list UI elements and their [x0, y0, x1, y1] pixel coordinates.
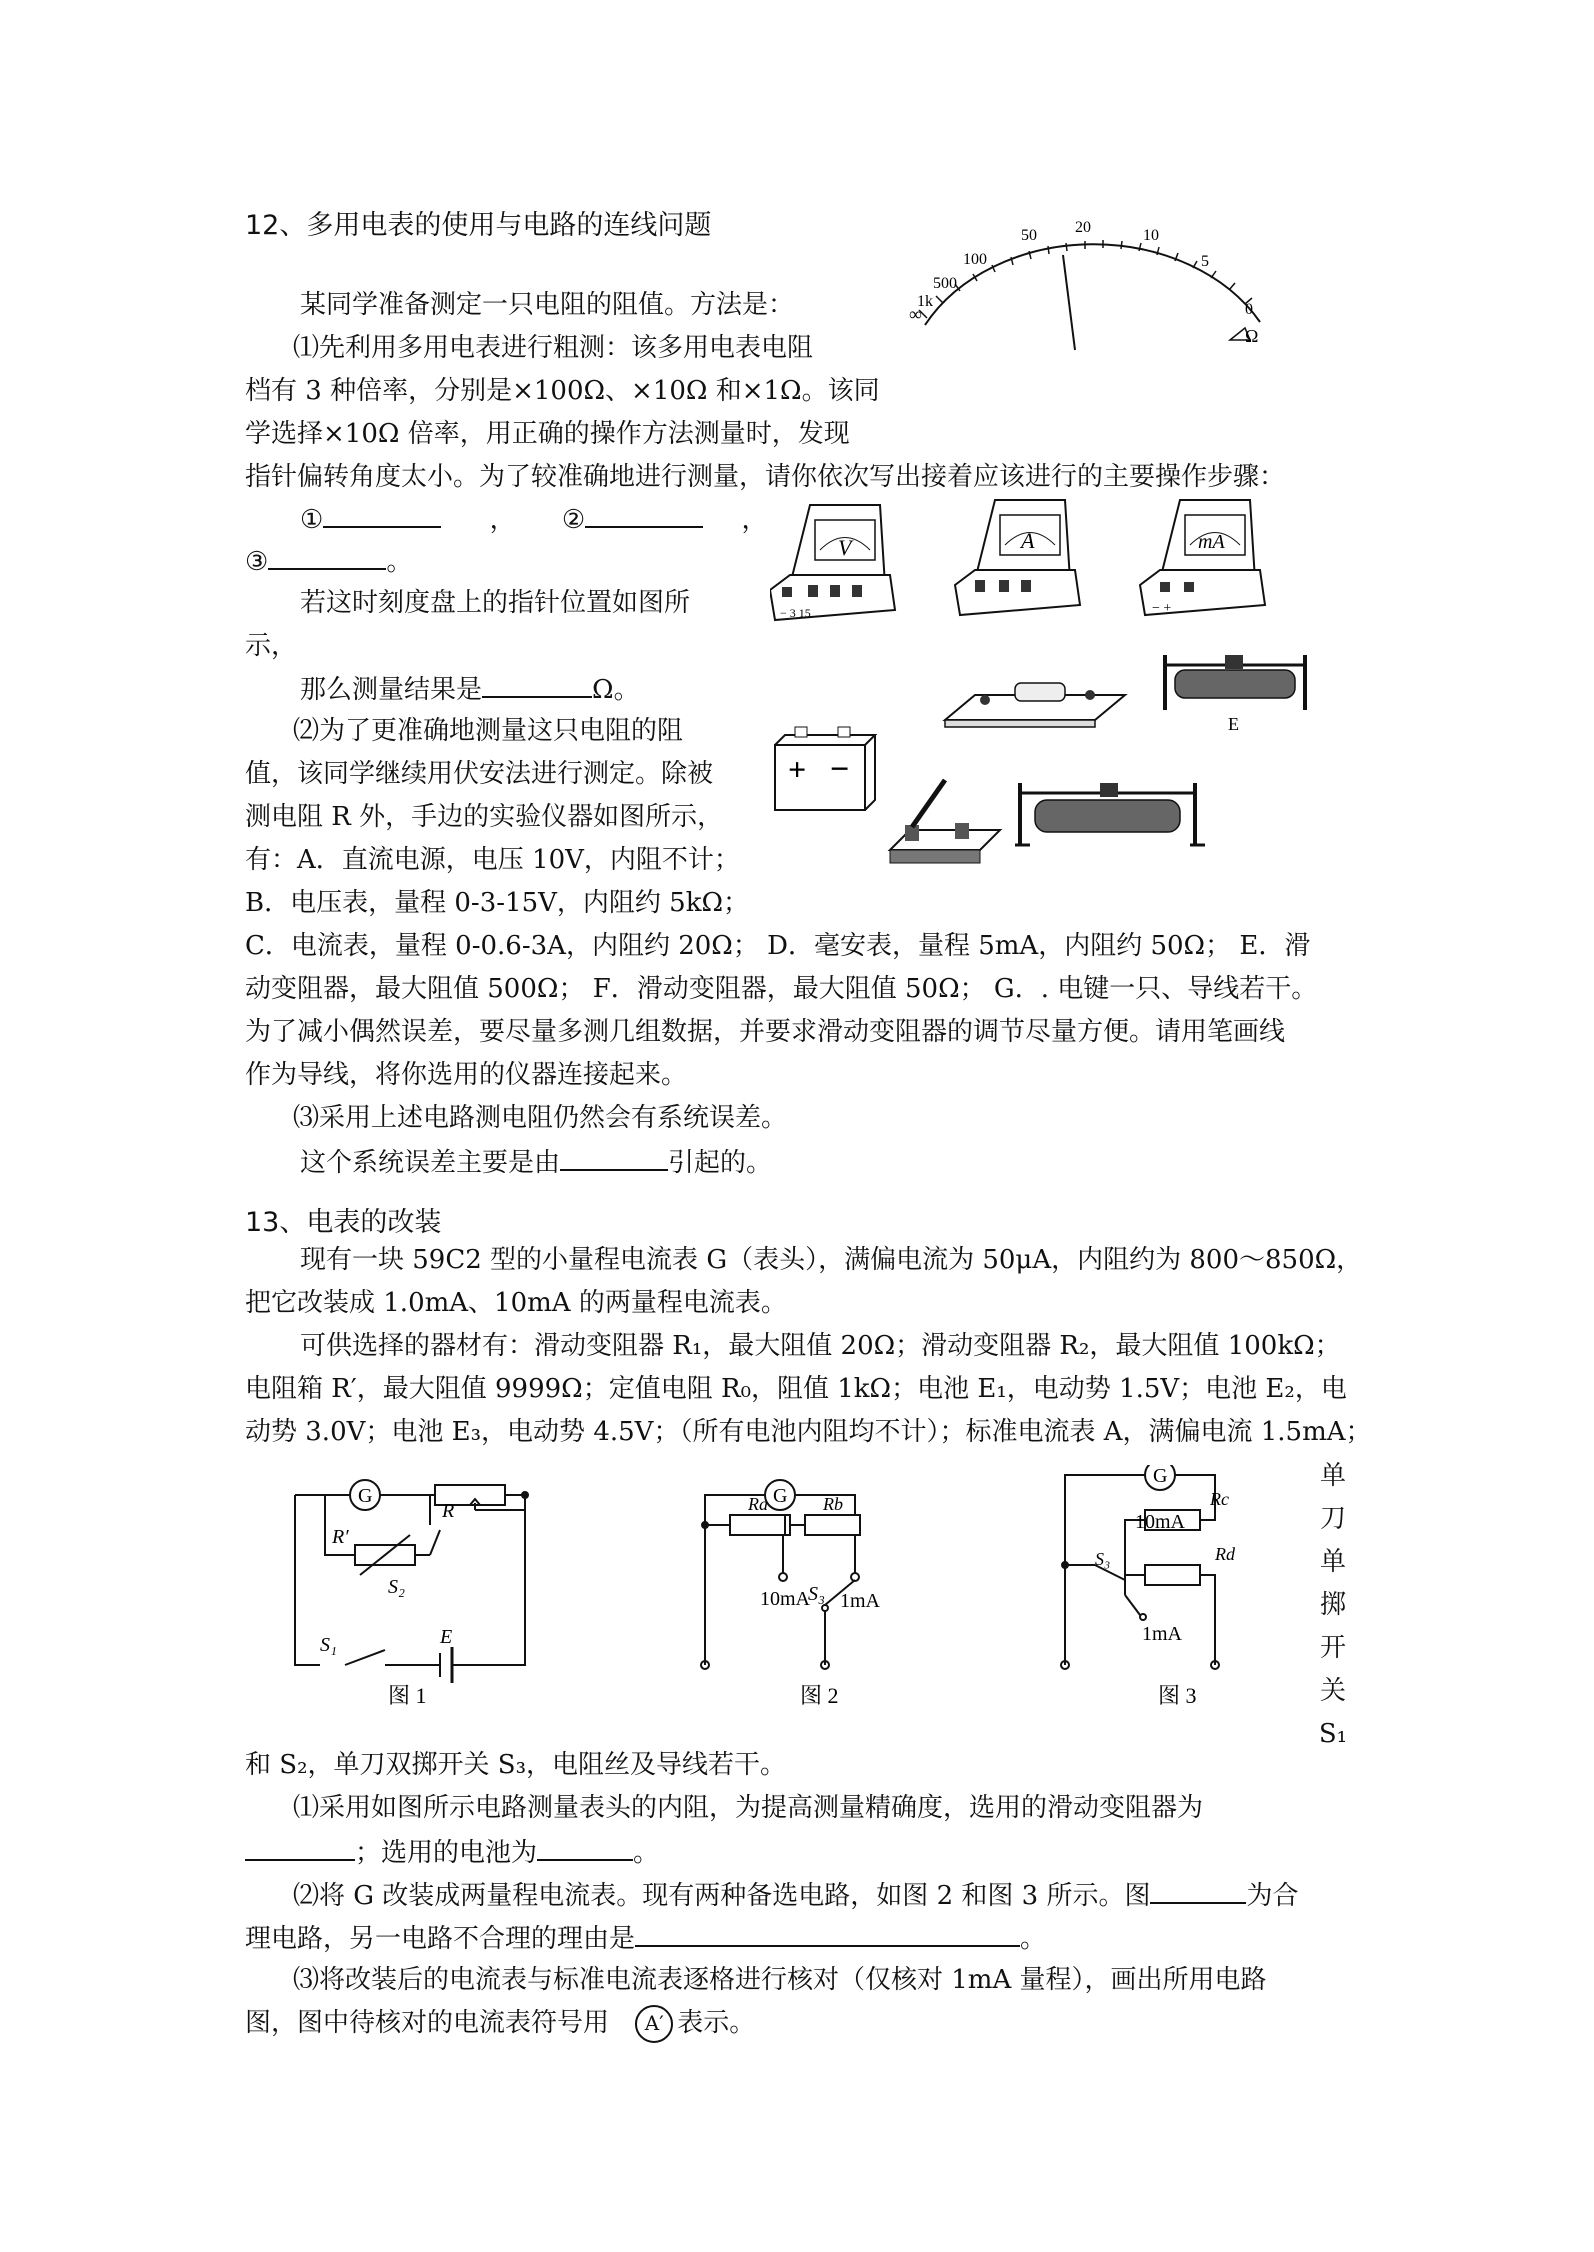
milliammeter-icon	[1140, 500, 1265, 616]
fig2-label: Ra	[748, 1494, 768, 1514]
q12-pointer: 示，	[245, 631, 298, 661]
svg-text:A: A	[1021, 528, 1035, 553]
scale-unit: Ω	[1245, 326, 1259, 346]
q12-p3-row: 这个系统误差主要是由 引起的。	[300, 1141, 772, 1183]
svg-text:+: +	[788, 751, 807, 787]
q13-para: 动势 3.0V；电池 E₃，电动势 4.5V；（所有电池内阻均不计）；标准电流表 A，满偏电流 1.5mA；	[245, 1417, 1372, 1447]
error-blank[interactable]	[560, 1141, 668, 1171]
circuit-figures	[280, 1465, 1310, 1725]
fig1-label: G	[358, 1485, 373, 1507]
q12-p2: 为了减小偶然误差，要尽量多测几组数据，并要求滑动变阻器的调节尽量方便。请用笔画线	[245, 1017, 1286, 1047]
scale-label: 1k	[917, 293, 933, 310]
battery-icon	[775, 727, 875, 810]
figure-blank[interactable]	[1150, 1874, 1246, 1904]
q13-para: 现有一块 59C2 型的小量程电流表 G（表头），满偏电流为 50μA，内阻约为 800～850Ω，	[300, 1245, 1363, 1275]
q12-p2: B．电压表，量程 0-3-15V，内阻约 5kΩ；	[245, 888, 750, 918]
q12-p2: C．电流表，量程 0-0.6-3A，内阻约 20Ω； D．毫安表，量程 5mA，内阻约 50Ω； E．滑	[245, 931, 1311, 961]
q12-p2: 作为导线，将你选用的仪器连接起来。	[245, 1060, 688, 1090]
fig2-label: G	[773, 1485, 788, 1507]
fig1-label: S₁	[320, 1634, 337, 1656]
comma: ，	[489, 505, 516, 535]
rheostat-label: E	[1228, 714, 1239, 734]
step2-blank[interactable]	[585, 498, 703, 528]
q12-p1: ⑴先利用多用电表进行粗测：该多用电表电阻	[293, 333, 814, 363]
q12-p2: 有：A．直流电源，电压 10V，内阻不计；	[245, 845, 740, 875]
q12-intro: 某同学准备测定一只电阻的阻值。方法是：	[300, 290, 795, 320]
step3-label: ③	[245, 547, 269, 577]
q12-p3: ⑶采用上述电路测电阻仍然会有系统误差。	[293, 1103, 788, 1133]
fig2-label: Rb	[823, 1494, 843, 1514]
q12-result-row: 那么测量结果是 Ω。	[300, 668, 640, 710]
svg-text:mA: mA	[1198, 531, 1225, 553]
ohm-scale-figure	[905, 210, 1285, 360]
scale-label: 5	[1201, 253, 1209, 270]
scale-label: 20	[1075, 219, 1091, 236]
q13-q2b-row: 理电路，另一电路不合理的理由是 。	[245, 1917, 1046, 1959]
fig3-label: G	[1153, 1465, 1168, 1487]
fig1-caption: 图 1	[388, 1683, 427, 1708]
q12-p2: 动变阻器，最大阻值 500Ω； F．滑动变阻器，最大阻值 50Ω； G．. 电键一只、导线若干。	[245, 974, 1318, 1004]
comma: ，	[741, 505, 768, 535]
q13-para: 可供选择的器材有：滑动变阻器 R₁，最大阻值 20Ω；滑动变阻器 R₂，最大阻值 100kΩ；	[300, 1331, 1341, 1361]
result-blank[interactable]	[482, 668, 592, 698]
ammeter-symbol-icon: A′	[635, 2005, 673, 2043]
q13-q2-row: ⑵将 G 改装成两量程电流表。现有两种备选电路，如图 2 和图 3 所示。图 为合	[293, 1874, 1298, 1916]
q12-p1: 档有 3 种倍率，分别是×100Ω、×10Ω 和×1Ω。该同	[245, 376, 880, 406]
fig3-label: 1mA	[1142, 1623, 1182, 1645]
switch-icon	[890, 780, 1000, 863]
q12-step-row	[300, 498, 767, 540]
svg-text:− 3 15: − 3 15	[780, 606, 811, 620]
q13-q1: ⑴采用如图所示电路测量表头的内阻，为提高测量精确度，选用的滑动变阻器为	[293, 1793, 1204, 1823]
q13-para: 把它改装成 1.0mA、10mA 的两量程电流表。	[245, 1288, 787, 1318]
vertical-text: 单 刀 单 掷 开 关 S₁	[1318, 1461, 1348, 1749]
resistor-board-icon	[945, 683, 1125, 727]
q12-pointer: 若这时刻度盘上的指针位置如图所	[300, 588, 691, 618]
q12-p1: 指针偏转角度太小。为了较准确地进行测量，请你依次写出接着应该进行的主要操作步骤：	[245, 462, 1286, 492]
svg-text:−: −	[830, 751, 850, 788]
q13-para: 和 S₂，单刀双掷开关 S₃，电阻丝及导线若干。	[245, 1750, 786, 1780]
battery-blank[interactable]	[537, 1831, 633, 1861]
fig2-caption: 图 2	[800, 1683, 839, 1708]
pointer-needle	[1063, 255, 1075, 350]
fig2-label: 1mA	[840, 1590, 880, 1612]
q12-step3-row	[245, 540, 412, 582]
scale-label: 100	[963, 251, 987, 268]
scale-label: 10	[1143, 227, 1159, 244]
fig2-label: S₃	[808, 1583, 825, 1605]
fig1-label: S₂	[388, 1576, 405, 1598]
ammeter-icon	[955, 500, 1080, 615]
step1-blank[interactable]	[323, 498, 441, 528]
step2-label: ②	[561, 505, 586, 535]
fig1-label: R′	[332, 1526, 349, 1548]
fig3-label: 10mA	[1135, 1511, 1185, 1533]
period: 。	[386, 547, 413, 577]
instruments-figure	[770, 495, 1340, 875]
rheostat-icon	[1165, 655, 1305, 734]
svg-text:− +: − +	[1152, 601, 1172, 616]
rheostat-blank[interactable]	[245, 1831, 355, 1861]
q12-p1: 学选择×10Ω 倍率，用正确的操作方法测量时，发现	[245, 419, 850, 449]
q12-p2: 值，该同学继续用伏安法进行测定。除被	[245, 759, 714, 789]
q13-para: 电阻箱 R′，最大阻值 9999Ω；定值电阻 R₀，阻值 1kΩ；电池 E₁，电动势 1.5V；电池 E₂，电	[245, 1374, 1347, 1404]
fig1-label: R	[442, 1500, 455, 1522]
fig3-label: Rd	[1215, 1544, 1235, 1564]
fig3-label: Rc	[1210, 1489, 1229, 1509]
rheostat-icon	[1015, 783, 1205, 845]
q13-q3: ⑶将改装后的电流表与标准电流表逐格进行核对（仅核对 1mA 量程），画出所用电路	[293, 1965, 1267, 1995]
step3-blank[interactable]	[268, 540, 386, 570]
fig3-label: S₃	[1095, 1549, 1111, 1569]
scale-label: 0	[1245, 301, 1253, 318]
reason-blank[interactable]	[635, 1917, 1020, 1947]
scale-label: 50	[1021, 227, 1037, 244]
scale-label: ∞	[909, 304, 922, 324]
scale-label: 500	[933, 275, 957, 292]
q12-title: 12、多用电表的使用与电路的连线问题	[245, 210, 712, 241]
fig1-label: E	[440, 1626, 453, 1648]
q13-title: 13、电表的改装	[245, 1207, 442, 1238]
step1-label: ①	[300, 505, 324, 535]
svg-text:V: V	[838, 535, 852, 560]
q13-q1-row: ；选用的电池为 。	[245, 1831, 659, 1873]
voltmeter-icon	[770, 505, 895, 620]
q12-p2: ⑵为了更准确地测量这只电阻的阻	[293, 716, 684, 746]
fig2-label: 10mA	[760, 1588, 810, 1610]
q13-q3-row: 图，图中待核对的电流表符号用 A′ 表示。	[245, 2003, 755, 2043]
fig3-caption: 图 3	[1158, 1683, 1197, 1708]
q12-p2: 测电阻 R 外，手边的实验仪器如图所示，	[245, 802, 724, 832]
